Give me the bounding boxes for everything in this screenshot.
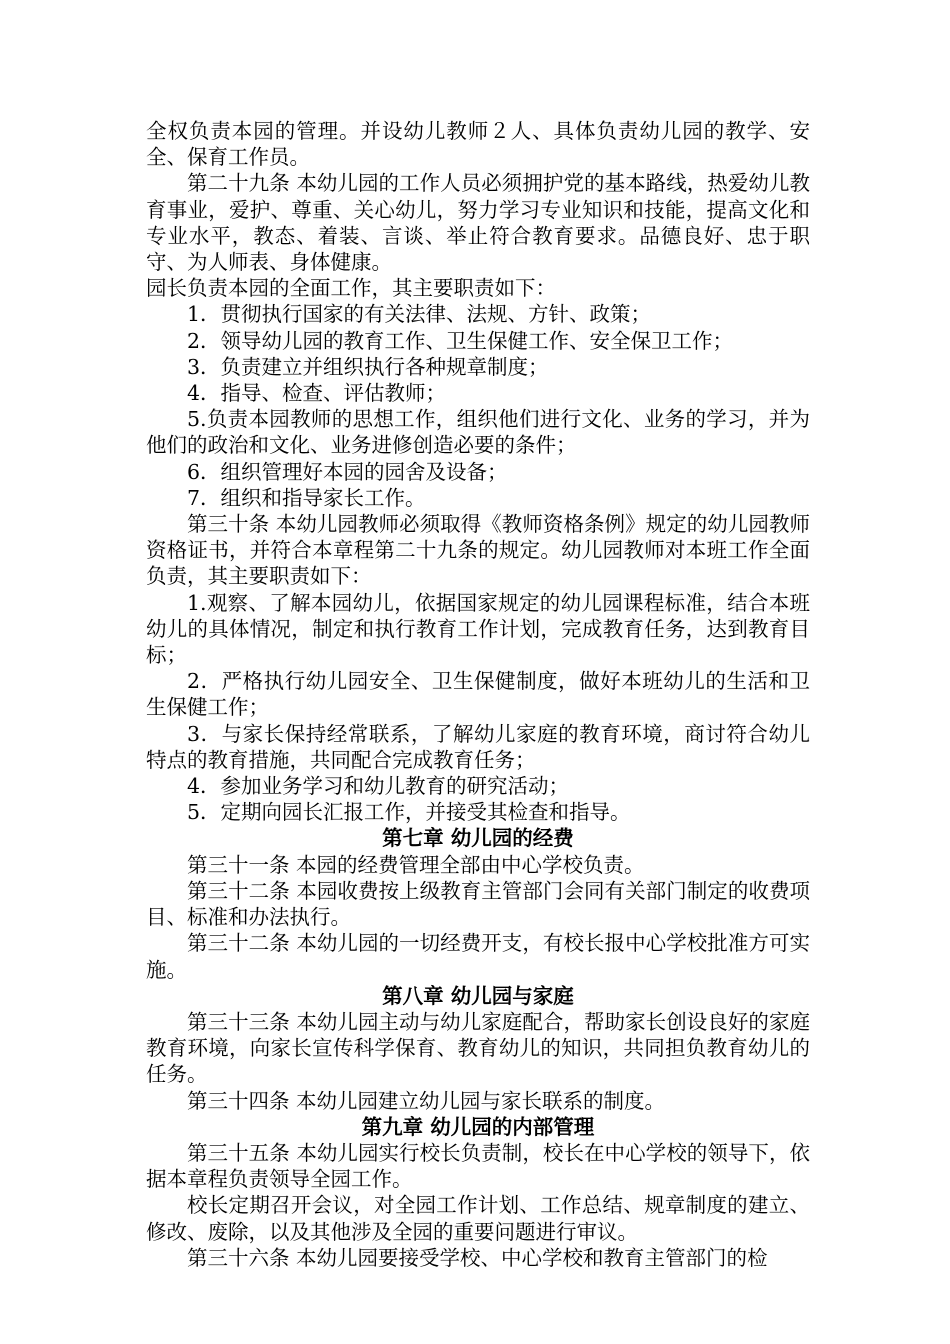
list-item: 2．领导幼儿园的教育工作、卫生保健工作、安全保卫工作； [187,328,734,353]
chapter-heading: 第八章 幼儿园与家庭 [382,983,574,1008]
article-36: 第三十六条 本幼儿园要接受学校、中心学校和教育主管部门的检 [187,1245,768,1270]
chapter-heading: 第九章 幼儿园的内部管理 [361,1114,595,1139]
list-item: 5.负责本园教师的思想工作，组织他们进行文化、业务的学习，并为他们的政治和文化、业务进修创造必要的条件； [146,407,810,458]
article-31: 第三十一条 本园的经费管理全部由中心学校负责。 [187,852,645,877]
article-35: 第三十五条 本幼儿园实行校长负责制，校长在中心学校的领导下，依据本章程负责领导全园工作。 [146,1140,810,1192]
paragraph: 园长负责本园的全面工作，其主要职责如下： [146,276,556,301]
list-item: 3．与家长保持经常联系，了解幼儿家庭的教育环境，商讨符合幼儿特点的教育措施，共同配合完成教育任务； [146,721,810,772]
list-item: 2．严格执行幼儿园安全、卫生保健制度，做好本班幼儿的生活和卫生保健工作； [146,669,810,720]
article-34: 第三十四条 本幼儿园建立幼儿园与家长联系的制度。 [187,1088,666,1113]
paragraph: 全权负责本园的管理。并设幼儿教师２人、具体负责幼儿园的教学、安全、保育工作员。 [146,119,810,170]
document-page [146,118,810,1271]
list-item: 6．组织管理好本园的园舍及设备； [187,459,508,484]
article-32b: 第三十二条 本幼儿园的一切经费开支，有校长报中心学校批准方可实施。 [146,931,810,982]
article-33: 第三十三条 本幼儿园主动与幼儿家庭配合，帮助家长创设良好的家庭教育环境，向家长宣传科学保育、教育幼儿的知识，共同担负教育幼儿的任务。 [146,1009,810,1087]
article-30: 第三十条 本幼儿园教师必须取得《教师资格条例》规定的幼儿园教师资格证书，并符合本章程第二十九条的规定。幼儿园教师对本班工作全面负责，其主要职责如下： [146,512,810,589]
chapter-heading: 第七章 幼儿园的经费 [382,826,574,851]
list-item: 4．参加业务学习和幼儿教育的研究活动； [187,774,570,799]
list-item: 1．贯彻执行国家的有关法律、法规、方针、政策； [187,302,652,327]
article-29: 第二十九条 本幼儿园的工作人员必须拥护党的基本路线，热爱幼儿教育事业，爱护、尊重、关心幼儿，努力学习专业知识和技能，提高文化和专业水平，教态、着装、言谈、举止符合教育要求。品德良好、忠于职守、为人师表、身体健康。 [146,171,810,275]
list-item: 7．组织和指导家长工作。 [187,485,426,510]
article-32: 第三十二条 本园收费按上级教育主管部门会同有关部门制定的收费项目、标准和办法执行。 [146,878,810,930]
list-item: 1.观察、了解本园幼儿，依据国家规定的幼儿园课程标准，结合本班幼儿的具体情况，制定和执行教育工作计划，完成教育任务，达到教育目标； [146,590,810,668]
paragraph: 校长定期召开会议，对全园工作计划、工作总结、规章制度的建立、修改、废除，以及其他涉及全园的重要问题进行审议。 [146,1193,810,1244]
list-item: 5．定期向园长汇报工作，并接受其检查和指导。 [187,800,631,825]
list-item: 4．指导、检查、评估教师； [187,381,447,406]
list-item: 3．负责建立并组织执行各种规章制度； [187,354,549,379]
